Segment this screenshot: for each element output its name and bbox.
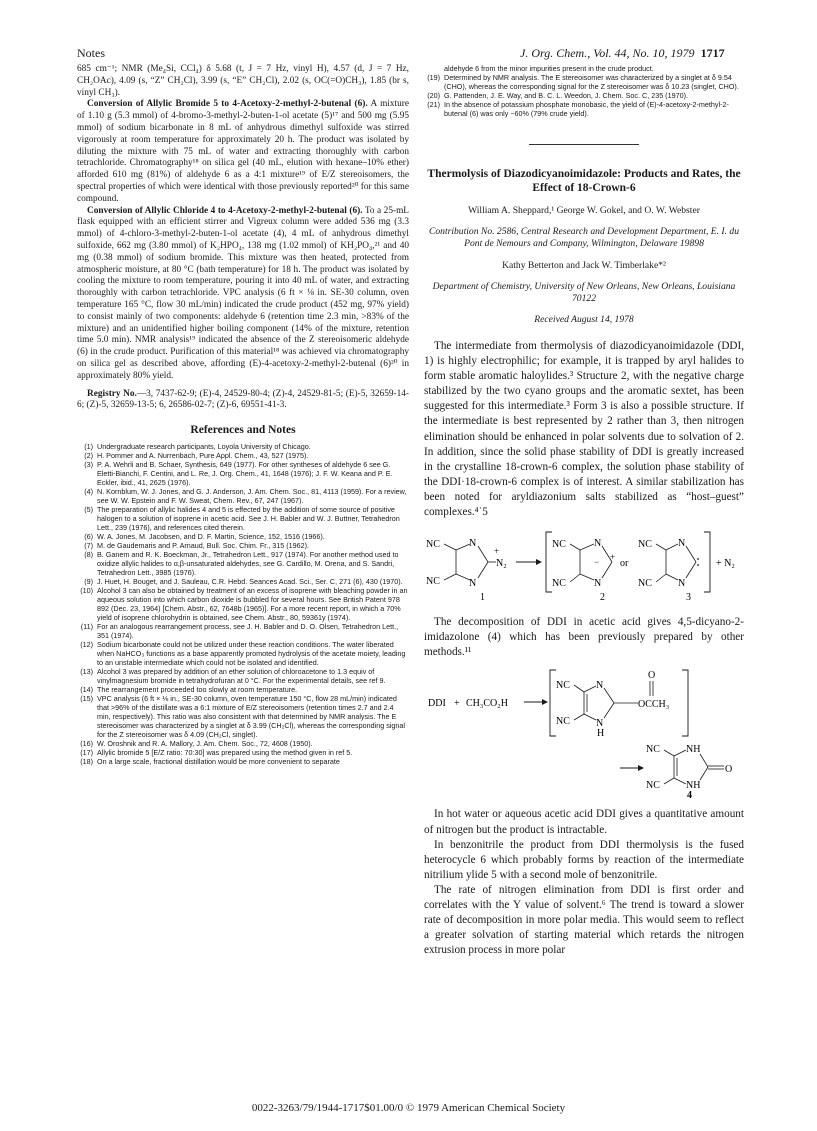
reference-text: Undergraduate research participants, Loyola University of Chicago.	[97, 442, 311, 452]
reference-number: (15)	[80, 694, 93, 704]
reference-number: (9)	[84, 577, 93, 587]
scheme-acetic-acid-decomposition	[424, 666, 744, 798]
reference-entry	[77, 586, 409, 622]
reference-text: W. A. Jones, M. Jacobsen, and D. F. Martin, Science, 152, 1516 (1966).	[97, 532, 325, 542]
reference-number: (16)	[80, 739, 93, 749]
compound-label-3: 3	[686, 592, 691, 604]
cyano-label: NC	[646, 744, 660, 756]
acetoxy-intermediate	[556, 670, 669, 739]
reference-entry	[424, 91, 744, 100]
cyano-label: NC	[556, 716, 570, 728]
reference-number: (17)	[80, 748, 93, 758]
reference-number: (7)	[84, 541, 93, 551]
ddi-label: DDI	[428, 698, 446, 710]
references-list-continued	[424, 64, 744, 118]
registry-heading: Registry No.	[87, 388, 137, 399]
ring-nh: NH	[686, 780, 701, 792]
running-head-section: Notes	[77, 46, 105, 60]
reference-entry	[424, 64, 744, 73]
references-heading: References and Notes	[190, 424, 296, 437]
scheme-ddi-intermediates	[424, 526, 744, 604]
diazo-group: N₂	[496, 558, 507, 570]
reference-number: (10)	[80, 586, 93, 596]
intro-paragraph: The intermediate from thermolysis of diazodicyanoimidazole (DDI, 1) is highly electrophilic; for example, it is trapped by aryl halides to form stable aromatic haloylides.³ Structure 2, with the negative charge stabilized by the two cyano groups and the aromatic sextet, has been suggested for this intermediate.³ Form 3 is also a possible structure. If the intermediate is best represented by 2 rather than 3, then nitrogen elimination should be enhanced in polar solvents due to solvation of 2. In addition, since the solid phase stability of DDI is greatly increased in the crystalline 18-crown-6 complex, the solution phase stability of the DDI·18-crown-6 complex is of interest. A similar stabilization has been noted for aryldiazonium salts stabilized as “host–guest” complexes.⁴˙5	[424, 340, 744, 519]
reference-entry	[77, 442, 409, 451]
right-column	[424, 64, 744, 958]
reference-number: (5)	[84, 505, 93, 515]
reference-entry	[77, 577, 409, 586]
reference-number: (21)	[427, 100, 440, 109]
reference-number: (6)	[84, 532, 93, 542]
acetoxy-group: OCCH₃	[638, 699, 670, 711]
acetic-acid-paragraph: The decomposition of DDI in acetic acid gives 4,5-dicyano-2-imidazolone (4) which has been previously prepared by other methods.¹¹	[424, 616, 744, 659]
article-separator-rule	[529, 144, 639, 145]
ring-nitrogen: N	[678, 538, 686, 550]
reference-entry	[77, 505, 409, 532]
carbonyl-oxygen: O	[725, 764, 733, 776]
reference-number: (3)	[84, 460, 93, 470]
bracket-right	[704, 532, 710, 592]
reference-entry	[77, 550, 409, 577]
ring-nh: NH	[686, 744, 701, 756]
reference-text: J. Huet, H. Bouget, and J. Sauleau, C.R. Hebd. Seances Acad. Sci., Ser. C, 271 (6), 430 (1970).	[97, 577, 403, 587]
reference-text: H. Pommer and A. Nurrenbach, Pure Appl. Chem., 43, 527 (1975).	[97, 451, 309, 461]
benzonitrile-paragraph: In benzonitrile the product from DDI thermolysis is the fused heterocycle 6 which probably forms by reaction of the intermediate nitrilium ylide 5 with a second mole of benzonitrile.	[424, 838, 744, 881]
bracket-right	[682, 670, 688, 736]
positive-charge: +	[610, 552, 616, 563]
reference-number: (12)	[80, 640, 93, 650]
reference-text: Sodium bicarbonate could not be utilized under these reaction conditions. The water liberated when NaHCO₃ functions as a base apparently promoted hydrolysis of the acetate moiety, leading to an unstable intermediate which could not be isolated and identified.	[97, 640, 406, 668]
article-title: Thermolysis of Diazodicyanoimidazole: Products and Rates, the Effect of 18-Crown-6	[427, 168, 741, 194]
reference-number: (13)	[80, 667, 93, 677]
page-number: 1717	[700, 46, 725, 60]
reference-text: G. Pattenden, J. E. Way, and B. C. L. Weedon, J. Chem. Soc. C, 235 (1970).	[444, 91, 688, 100]
reference-text: M. de Gaudemaris and P. Arnaud, Bull. Soc. Chim. Fr., 315 (1962).	[97, 541, 310, 551]
bromide-conversion-paragraph	[77, 99, 409, 205]
cyano-label: NC	[638, 578, 652, 590]
carbonyl-oxygen: O	[648, 670, 656, 682]
reference-number: (1)	[84, 442, 93, 452]
cyano-label: NC	[646, 780, 660, 792]
reference-text: On a large scale, fractional distillation would be more convenient to separate	[97, 757, 340, 767]
compound-label-2: 2	[600, 592, 605, 604]
compound-label-1: 1	[480, 592, 485, 604]
affiliation-2: Department of Chemistry, University of New Orleans, New Orleans, Louisiana 70122	[432, 281, 736, 304]
reaction-arrowhead	[542, 699, 548, 705]
reference-entry	[424, 100, 744, 118]
reference-text: Alcohol 3 was prepared by addition of an ether solution of chloroacetone to 1.3 equiv of vinylmagnesium bromide in tetrahydrofuran at 0 °C. For the experimental details, see ref 9.	[97, 667, 386, 686]
reference-text: Alcohol 3 can also be obtained by treatment of an excess of isoprene with bleaching powder in an aqueous solution into which carbon dioxide is bubbled for several hours. See British Patent 978 892 (Dec. 23, 1964) [Chem. Abstr., 62, 7648b (1965)]. For a more recent report, in which a 70% yield of isoprene chlorohydrin is obtained, see Chem. Abstr., 80, 59361y (1974).	[97, 586, 408, 623]
reference-text: VPC analysis (6 ft × ⅛ in., SE-30 column, oven temperature 150 °C, flow 28 mL/min) indicated that >96% of the distillate was a 6:1 mixture of E/Z stereoisomers (retention times 2.7 and 2.4 min, respectively). This ratio was also consistent with that determined by NMR analysis. The E stereoisomer was characterized by a singlet at δ 3.99 (CH₂Cl), whereas the corresponding signal for the Z stereoisomer was δ 4.09 (CH₂Cl, singlet).	[97, 694, 406, 740]
reaction-arrowhead	[638, 765, 644, 771]
references-list	[77, 442, 409, 766]
ring-nitrogen: N	[596, 680, 604, 692]
running-head-journal	[520, 46, 725, 61]
reference-entry	[77, 532, 409, 541]
ring-nitrogen: N	[469, 538, 477, 550]
ring-nitrogen: N	[596, 718, 604, 730]
rate-paragraph: The rate of nitrogen elimination from DDI is first order and correlates with the Y value of solvent.⁶ The trend is toward a slower rate of decomposition in more polar media. This would seem to reflect a greater solvation of starting material which retards the nitrogen extrusion process in more polar	[424, 883, 744, 957]
reference-text: B. Ganem and R. K. Boeckman, Jr., Tetrahedron Lett., 917 (1974). For another method used to oxidize allylic halides to α,β-unsaturated aldehydes, see G. Cardillo, M. Orena, and S. Sandri, Tetrahedron Lett., 3985 (1976).	[97, 550, 399, 578]
reference-text: N. Kornblum, W. J. Jones, and G. J. Anderson, J. Am. Chem. Soc., 81, 4113 (1959). For a review, see W. W. Epstein and F. W. Sweat, Chem. Rev., 67, 247 (1967).	[97, 487, 407, 506]
chloride-conversion-text: To a 25-mL flask equipped with an efficient stirrer and Vigreux column were added 536 mg (3.3 mmol) of 4-chloro-3-methyl-2-buten-1-ol acetate (4), 4 mL of anhydrous dimethyl sulfoxide, 662 mg (3.80 mmol) of K₂HPO₄, 138 mg (1.02 mmol) of KH₂PO₄,²¹ and 40 mg (0.38 mmol) of sodium bromide. This mixture was then heated, protected from atmospheric moisture, at 80 °C (bath temperature) for 18 h. The product was isolated by cooling the mixture to room temperature, pouring it into 40 mL of water, and extracting thoroughly with carbon tetrachloride. VPC analysis (6 ft × ⅛ in. SE-30 column, oven temperature 165 °C, flow 30 mL/min) indicated the crude product (452 mg, 97% yield) to consist mainly of two components: aldehyde 6 (retention time 2.3 min, >83% of the mixture) and an unidentified higher boiling component (14% of the mixture, retention time 5.0 min). NMR analysis¹⁹ indicated the absence of the Z stereoisomeric aldehyde (6) in the crude product. Purification of this material¹⁸ was achieved via chromatography on silica gel as described above, affording (E)-4-acetoxy-2-methyl-2-butenal (6)²⁰ in approximately 80% yield.	[77, 205, 409, 381]
reference-text: P. A. Wehrli and B. Schaer, Synthesis, 649 (1977). For other syntheses of aldehyde 6 see G. Eletti-Bianchi, F. Centini, and L. Re, J. Org. Chem., 41, 1648 (1976); J. F. W. Keana and P. E. Eckler, ibid., 41, 2625 (1976).	[97, 460, 393, 488]
cyano-label: NC	[426, 576, 440, 588]
affiliation-1: Contribution No. 2586, Central Research and Development Department, E. I. du Pont de Nemours and Company, Wilmington, Delaware 19898	[428, 226, 740, 249]
reference-number: (2)	[84, 451, 93, 461]
negative-charge: −	[594, 557, 600, 568]
reference-text: Allylic bromide 5 [E/Z ratio: 70:30] was prepared using the method given in ref 5.	[97, 748, 353, 758]
author-group-2: Kathy Betterton and Jack W. Timberlake*²	[502, 260, 666, 271]
nmr-data-paragraph: 685 cm⁻¹; NMR (Me₄Si, CCl₄) δ 5.68 (t, J = 7 Hz, vinyl H), 4.57 (d, J = 7 Hz, CH₂OAc), 4.09 (s, “Z” CH₂Cl), 3.99 (s, “E” CH₂Cl), 2.02 (s, OC(=O)CH₃), 1.85 (br s, vinyl CH₃).	[77, 64, 409, 98]
ring-nitrogen: N	[594, 578, 602, 590]
reference-entry	[424, 73, 744, 91]
reference-entry	[77, 757, 409, 766]
nh-hydrogen: H	[597, 728, 605, 740]
structure-2-ylide	[552, 538, 615, 603]
registry-text: —3, 7437-62-9; (E)-4, 24529-80-4; (Z)-4, 24529-81-5; (E)-5, 32659-14-6; (Z)-5, 32659-13-5; 6, 26586-02-7; (Z)-6, 69551-41-3.	[77, 388, 410, 411]
reference-text: For an analogous rearrangement process, see J. H. Babler and D. O. Olsen, Tetrahedron Lett., 351 (1974).	[97, 622, 399, 641]
ring-nitrogen: N	[594, 538, 602, 550]
reference-entry	[77, 739, 409, 748]
or-label: or	[620, 558, 629, 570]
structure-1-ddi	[426, 538, 507, 603]
reference-entry	[77, 748, 409, 757]
reference-entry	[77, 694, 409, 739]
acetic-acid-label: CH₃CO₂H	[466, 698, 508, 710]
reference-entry	[77, 460, 409, 487]
cyano-label: NC	[552, 578, 566, 590]
reference-number	[424, 64, 444, 73]
chloride-conversion-paragraph	[77, 206, 409, 383]
reference-text: W. Oroshnik and R. A. Mallory, J. Am. Chem. Soc., 72, 4608 (1950).	[97, 739, 313, 749]
received-date: Received August 14, 1978	[534, 314, 634, 325]
reference-text: Determined by NMR analysis. The E stereoisomer was characterized by a singlet at δ 9.54 (CHO), whereas the corresponding signal for the Z stereoisomer was δ 10.23 (singlet, CHO).	[444, 73, 739, 91]
structure-4-imidazolone	[646, 744, 732, 798]
nitrogen-byproduct: + N₂	[716, 558, 735, 570]
reference-number: (11)	[80, 622, 93, 632]
bromide-conversion-text: A mixture of 1.10 g (5.3 mmol) of 4-bromo-3-methyl-2-buten-1-ol acetate (5)¹⁷ and 500 mg (5.95 mmol) of sodium bicarbonate in 8 mL of anhydrous dimethyl sulfoxide was stirred vigorously at room temperature for approximately 20 h. The product was isolated by diluting the mixture with 75 mL of water and extracting thoroughly with carbon tetrachloride. Chromatography¹⁸ on silica gel (40 mL, elution with hexane–10% ether) afforded 610 mg (81%) of aldehyde 6 as a 4:1 mixture¹⁹ of E/Z stereoisomers, the spectral properties of which were identical with those previously reported²⁰ for this same compound.	[77, 99, 409, 204]
reference-number: (18)	[80, 757, 93, 767]
page-footer: 0022-3263/79/1944-1717$01.00/0 © 1979 American Chemical Society	[251, 1102, 566, 1114]
reference-entry	[77, 451, 409, 460]
reference-entry	[77, 541, 409, 550]
compound-label-4: 4	[687, 790, 692, 799]
cyano-label: NC	[426, 539, 440, 551]
reference-number: (4)	[84, 487, 93, 497]
ring-nitrogen: N	[469, 578, 477, 590]
positive-charge: +	[494, 546, 500, 557]
reaction-arrowhead	[536, 559, 542, 565]
reference-entry	[77, 622, 409, 640]
cyano-label: NC	[556, 680, 570, 692]
cyano-label: NC	[552, 539, 566, 551]
reference-entry	[77, 487, 409, 505]
registry-paragraph	[77, 389, 409, 413]
plus-sign: +	[454, 698, 460, 710]
reference-text: The preparation of allylic halides 4 and 5 is effected by the addition of some source of positive halogen to a solution of isoprene in acetic acid. See J. H. Babler and W. J. Buttner, Tetrahedron Lett., 239 (1976), and references cited therein.	[97, 505, 400, 533]
reference-text: aldehyde 6 from the minor impurities present in the crude product.	[444, 64, 654, 73]
bromide-conversion-heading: Conversion of Allylic Bromide 5 to 4-Acetoxy-2-methyl-2-butenal (6).	[87, 99, 368, 110]
reference-entry	[77, 685, 409, 694]
reference-text: In the absence of potassium phosphate monobasic, the yield of (E)-4-acetoxy-2-methyl-2-butenal (6) was only ~60% (79% crude yield).	[444, 100, 729, 118]
reference-number: (19)	[427, 73, 440, 82]
structure-3-carbene	[638, 538, 699, 603]
journal-citation: J. Org. Chem., Vol. 44, No. 10, 1979	[520, 46, 695, 60]
reference-text: The rearrangement proceeded too slowly at room temperature.	[97, 685, 298, 695]
hot-water-paragraph: In hot water or aqueous acetic acid DDI gives a quantitative amount of nitrogen but the product is intractable.	[424, 808, 744, 836]
cyano-label: NC	[638, 539, 652, 551]
reference-entry	[77, 640, 409, 667]
chloride-conversion-heading: Conversion of Allylic Chloride 4 to 4-Acetoxy-2-methyl-2-butenal (6).	[87, 205, 363, 216]
reference-entry	[77, 667, 409, 685]
reference-number: (14)	[80, 685, 93, 695]
left-column	[77, 64, 409, 766]
reference-number: (8)	[84, 550, 93, 560]
author-group-1: William A. Sheppard,¹ George W. Gokel, and O. W. Webster	[468, 205, 700, 216]
reference-number: (20)	[427, 91, 440, 100]
ring-nitrogen: N	[678, 578, 686, 590]
